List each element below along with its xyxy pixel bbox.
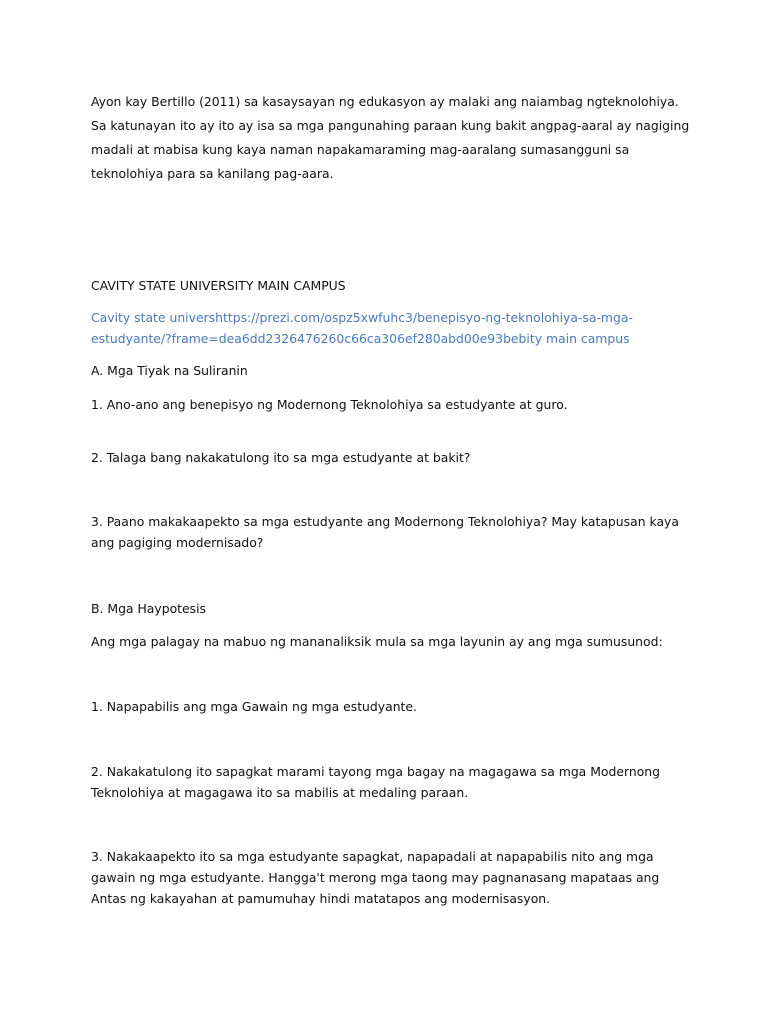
section-a-item-1: 1. Ano-ano ang benepisyo ng Modernong Teknolohiya sa estudyante at guro. [91,397,568,412]
section-b-item-1: 1. Napapabilis ang mga Gawain ng mga estudyante. [91,699,417,714]
section-b-item-2: 2. Nakakatulong ito sapagkat marami tayong mga bagay na magagawa sa mga Modernong Teknolohiya at magagawa ito sa mabilis at medaling paraan. [91,764,661,800]
section-a-item-2: 2. Talaga bang nakakatulong ito sa mga estudyante at bakit? [91,450,471,465]
campus-heading: CAVITY STATE UNIVERSITY MAIN CAMPUS [91,278,346,293]
section-b-title: B. Mga Haypotesis [91,601,206,616]
section-b-item-3: 3. Nakakaapekto ito sa mga estudyante sapagkat, napapadali at napapabilis nito ang mga gawain ng mga estudyante. Hangga't merong mga taong may pagnanasang mapataas ang Antas ng kakayahan at pamumuhay hindi matatapos ang modernisasyon. [91,849,660,906]
section-a-title: A. Mga Tiyak na Suliranin [91,363,248,378]
section-b-intro: Ang mga palagay na mabuo ng mananaliksik mula sa mga layunin ay ang mga sumusunod: [91,634,663,649]
intro-paragraph: Ayon kay Bertillo (2011) sa kasaysayan ng edukasyon ay malaki ang naiambag ngteknolohiya. Sa katunayan ito ay ito ay isa sa mga pangunahing paraan kung bakit angpag-aaral ay nagiging madali at mabisa kung kaya naman napakamaraming mag-aaralang sumasangguni sa teknolohiya para sa kanilang pag-aara. [91,94,690,181]
source-link[interactable]: Cavity state univershttps://prezi.com/ospz5xwfuhc3/benepisyo-ng-teknolohiya-sa-mga-estudyante/?frame=dea6dd2326476260c66ca306ef280abd00e93bebity main campus [91,310,633,346]
section-a-item-3: 3. Paano makakaapekto sa mga estudyante ang Modernong Teknolohiya? May katapusan kaya ang pagiging modernisado? [91,514,679,550]
